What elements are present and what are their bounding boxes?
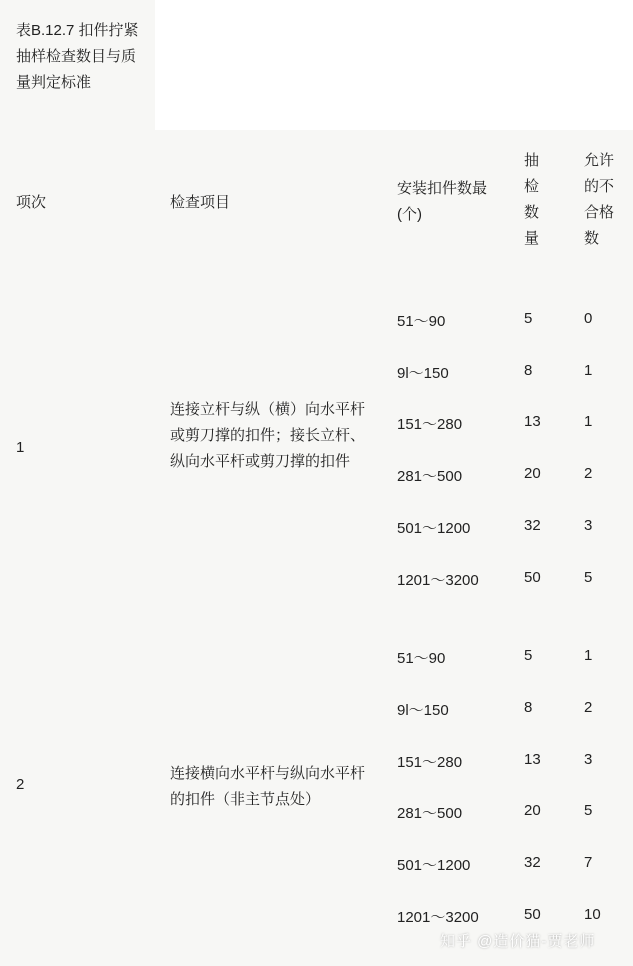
table-cell-allowed: 3 bbox=[584, 517, 593, 534]
table-cell-allowed: 5 bbox=[584, 802, 593, 819]
header-allowed-defects: 允许的不合格数 bbox=[584, 152, 615, 247]
table-cell-allowed: 7 bbox=[584, 854, 593, 871]
header-sample-count: 抽检数量 bbox=[524, 152, 540, 247]
table-cell-sample: 13 bbox=[524, 751, 541, 768]
table-caption-box bbox=[0, 0, 155, 130]
data-table bbox=[0, 130, 633, 966]
header-item-no: 项次 bbox=[16, 194, 47, 211]
table-cell-sample: 50 bbox=[524, 569, 541, 586]
table-cell-range: 9l～150 bbox=[397, 365, 449, 382]
table-cell-range: 501～1200 bbox=[397, 520, 471, 537]
table-cell-allowed: 2 bbox=[584, 465, 593, 482]
table-cell-allowed: 3 bbox=[584, 751, 593, 768]
table-cell-sample: 5 bbox=[524, 310, 533, 327]
watermark: 知乎 @造价猫-贾老师 bbox=[440, 933, 596, 950]
table-cell-allowed: 1 bbox=[584, 413, 593, 430]
table-cell-range: 281～500 bbox=[397, 468, 463, 485]
table-cell-allowed: 1 bbox=[584, 362, 593, 379]
group-2-no: 2 bbox=[16, 776, 25, 793]
table-cell-range: 51～90 bbox=[397, 650, 446, 667]
table-cell-allowed: 2 bbox=[584, 699, 593, 716]
table-cell-range: 151～280 bbox=[397, 754, 463, 771]
table-cell-range: 151～280 bbox=[397, 416, 463, 433]
table-cell-sample: 8 bbox=[524, 362, 533, 379]
table-cell-range: 1201～3200 bbox=[397, 909, 479, 926]
table-cell-range: 281～500 bbox=[397, 805, 463, 822]
group-2-item: 连接横向水平杆与纵向水平杆的扣件（非主节点处） bbox=[170, 765, 366, 808]
table-cell-range: 1201～3200 bbox=[397, 572, 479, 589]
group-1-item: 连接立杆与纵（横）向水平杆或剪刀撑的扣件；接长立杆、纵向水平杆或剪刀撑的扣件 bbox=[170, 401, 366, 470]
table-cell-sample: 32 bbox=[524, 517, 541, 534]
table-cell-sample: 5 bbox=[524, 647, 533, 664]
table-cell-range: 501～1200 bbox=[397, 857, 471, 874]
table-cell-range: 9l～150 bbox=[397, 702, 449, 719]
table-caption: 表B.12.7 扣件拧紧抽样检查数目与质量判定标准 bbox=[16, 22, 139, 91]
table-cell-allowed: 5 bbox=[584, 569, 593, 586]
group-1-no: 1 bbox=[16, 439, 25, 456]
table-cell-sample: 50 bbox=[524, 906, 541, 923]
table-cell-sample: 13 bbox=[524, 413, 541, 430]
header-check-item: 检查项目 bbox=[170, 194, 231, 211]
table-cell-sample: 32 bbox=[524, 854, 541, 871]
table-cell-allowed: 0 bbox=[584, 310, 593, 327]
table-cell-allowed: 1 bbox=[584, 647, 593, 664]
table-cell-sample: 20 bbox=[524, 465, 541, 482]
table-cell-sample: 20 bbox=[524, 802, 541, 819]
table-cell-range: 51～90 bbox=[397, 313, 446, 330]
table-cell-sample: 8 bbox=[524, 699, 533, 716]
table-cell-allowed: 10 bbox=[584, 906, 601, 923]
header-installed-count: 安装扣件数最(个) bbox=[397, 180, 488, 223]
